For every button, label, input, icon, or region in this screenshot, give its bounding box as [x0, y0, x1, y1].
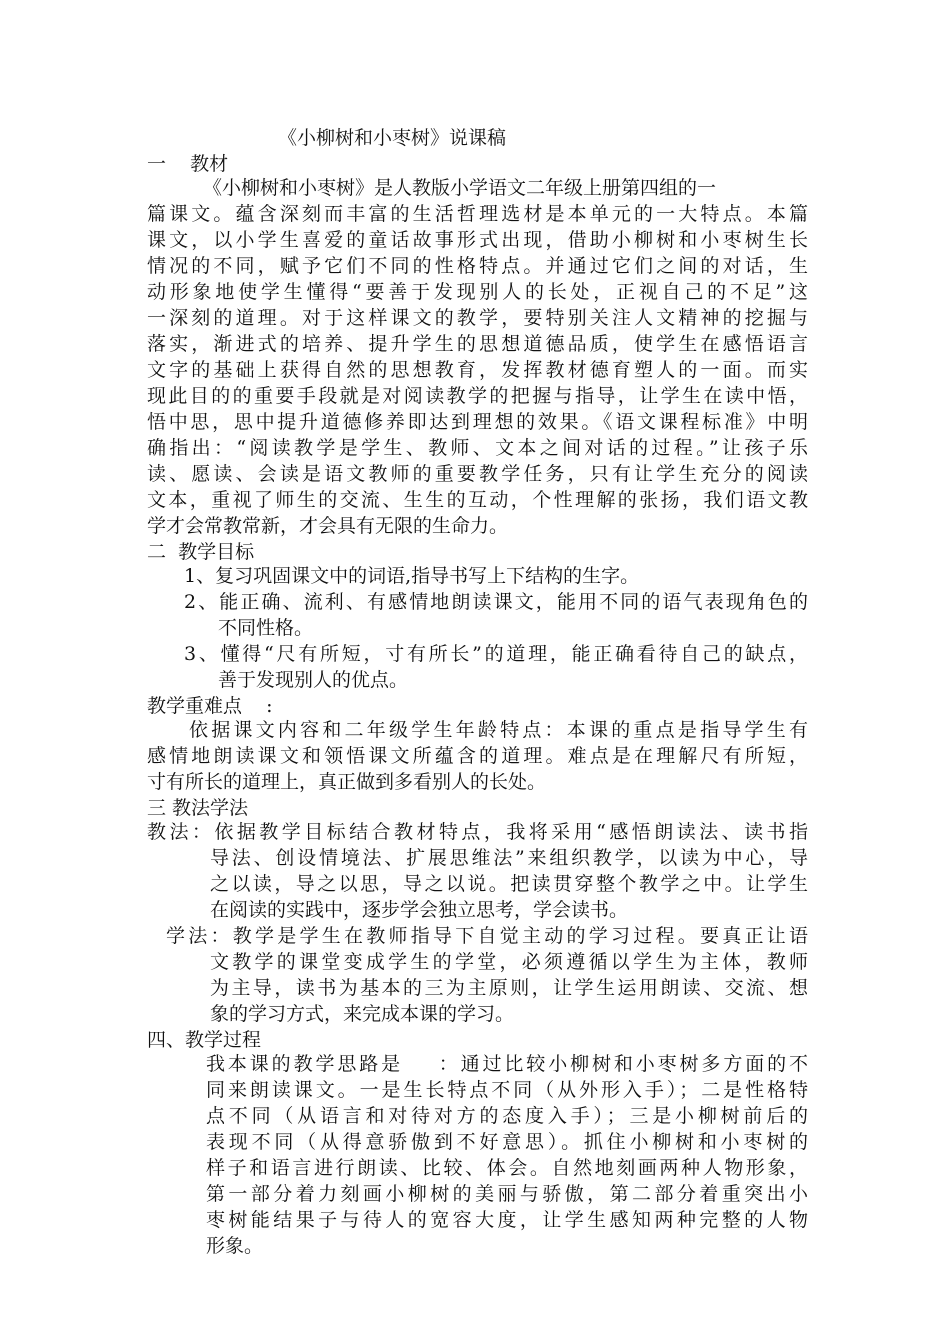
paragraph-line: 文字的基础上获得自然的思想教育，发挥教材德育塑人的一面。而实	[147, 359, 808, 381]
paragraph-line: 文教学的课堂变成学生的学堂，必须遵循以学生为主体，教师	[210, 951, 808, 973]
document-title: 《小柳树和小枣树》说课稿	[278, 127, 507, 149]
section-heading-teaching-material: 一 教材	[147, 153, 229, 175]
paragraph-line: 在阅读的实践中，逐步学会独立思考，学会读书。	[210, 899, 629, 921]
paragraph-line: 读、愿读、会读是语文教师的重要教学任务，只有让学生充分的阅读	[147, 463, 808, 485]
paragraph-line: 为主导，读书为基本的三为主原则，让学生运用朗读、交流、想	[210, 977, 808, 999]
goal-item-continued: 善于发现别人的优点。	[218, 669, 409, 691]
paragraph-line: 悟中思，思中提升道德修养即达到理想的效果。《语文课程标准》中明	[147, 411, 808, 433]
paragraph-line: 教法：依据教学目标结合教材特点，我将采用“感悟朗读法、读书指	[147, 821, 808, 843]
section-heading-teaching-process: 四、教学过程	[147, 1029, 262, 1051]
section-heading-methods: 三 教法学法	[147, 797, 249, 819]
paragraph-line: 感情地朗读课文和领悟课文所蕴含的道理。难点是在理解尺有所短，	[147, 745, 808, 767]
goal-item: 1、复习巩固课文中的词语,指导书写上下结构的生字。	[184, 565, 640, 587]
paragraph-line: 情况的不同，赋予它们不同的性格特点。并通过它们之间的对话，生	[147, 255, 808, 277]
goal-item-continued: 不同性格。	[218, 617, 314, 639]
paragraph-line: 学法：教学是学生在教师指导下自觉主动的学习过程。要真正让语	[166, 925, 808, 947]
paragraph-line: 落实，渐进式的培养、提升学生的思想道德品质，使学生在感悟语言	[147, 333, 808, 355]
paragraph-line: 课文，以小学生喜爱的童话故事形式出现，借助小柳树和小枣树生长	[147, 229, 808, 251]
paragraph-line: 点不同（从语言和对待对方的态度入手）；三是小柳树前后的	[206, 1105, 808, 1127]
section-heading-key-points: 教学重难点 :	[147, 695, 273, 717]
goal-item: 2、能正确、流利、有感情地朗读课文，能用不同的语气表现角色的	[184, 591, 808, 613]
paragraph-line: 样子和语言进行朗读、比较、体会。自然地刻画两种人物形象，	[206, 1157, 808, 1179]
paragraph-line: 篇课文。蕴含深刻而丰富的生活哲理选材是本单元的一大特点。本篇	[147, 203, 808, 225]
paragraph-line: 一深刻的道理。对于这样课文的教学，要特别关注人文精神的挖掘与	[147, 307, 808, 329]
paragraph-line: 依据课文内容和二年级学生年龄特点：本课的重点是指导学生有	[189, 719, 808, 741]
paragraph-line: 之以读，导之以思，导之以说。把读贯穿整个教学之中。让学生	[210, 873, 808, 895]
paragraph-line: 现此目的的重要手段就是对阅读教学的把握与指导，让学生在读中悟，	[147, 385, 808, 407]
paragraph-line: 《小柳树和小枣树》是人教版小学语文二年级上册第四组的一	[203, 177, 717, 199]
paragraph-line: 寸有所长的道理上，真正做到多看别人的长处。	[147, 771, 547, 793]
paragraph-line: 表现不同（从得意骄傲到不好意思）。抓住小柳树和小枣树的	[206, 1131, 808, 1153]
paragraph-line: 学才会常教常新，才会具有无限的生命力。	[147, 515, 509, 537]
paragraph-line: 形象。	[206, 1235, 264, 1257]
goal-item: 3、懂得“尺有所短，寸有所长”的道理，能正确看待自己的缺点，	[184, 643, 808, 665]
section-heading-teaching-goals: 二 教学目标	[147, 541, 255, 563]
paragraph-line: 枣树能结果子与待人的宽容大度，让学生感知两种完整的人物	[206, 1209, 808, 1231]
paragraph-line: 象的学习方式，来完成本课的学习。	[210, 1003, 515, 1025]
paragraph-line: 动形象地使学生懂得“要善于发现别人的长处，正视自己的不足”这	[147, 281, 808, 303]
paragraph-line: 第一部分着力刻画小柳树的美丽与骄傲，第二部分着重突出小	[206, 1183, 808, 1205]
paragraph-line: 同来朗读课文。一是生长特点不同（从外形入手）；二是性格特	[206, 1079, 808, 1101]
paragraph-line: 文本，重视了师生的交流、生生的互动，个性理解的张扬，我们语文教	[147, 489, 808, 511]
paragraph-line: 导法、创设情境法、扩展思维法”来组织教学，以读为中心，导	[210, 847, 808, 869]
paragraph-line: 确指出：“阅读教学是学生、教师、文本之间对话的过程。”让孩子乐	[147, 437, 808, 459]
paragraph-line: 我本课的教学思路是 ：通过比较小柳树和小枣树多方面的不	[206, 1053, 808, 1075]
